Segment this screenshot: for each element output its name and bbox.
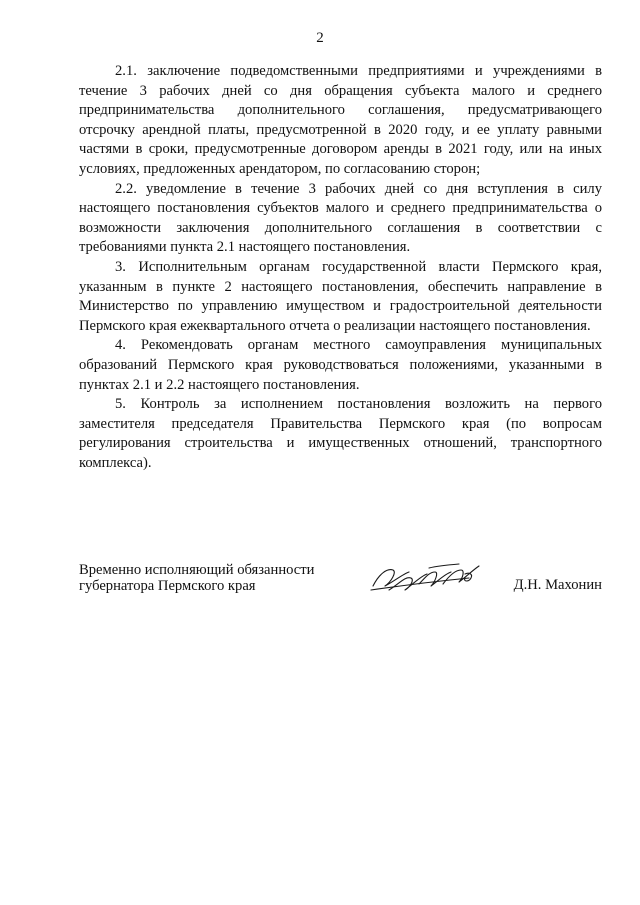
signatory-role-line-1: Временно исполняющий обязанности [79, 562, 315, 578]
handwritten-signature-icon [369, 560, 484, 596]
signatory-role-line-2: губернатора Пермского края [79, 578, 256, 594]
signatory-role [79, 562, 314, 594]
paragraph-3: 3. Исполнительным органам государственной власти Пермского края, указанным в пункте 2 настоящего постановления, обеспечить направление в Министерство по управлению имуществом и градостроительной деятельности Пермского края ежеквартального отчета о реализации настоящего постановления. [79, 258, 602, 334]
paragraph-4: 4. Рекомендовать органам местного самоуправления муниципальных образований Пермского края руководствоваться положениями, указанными в пунктах 2.1 и 2.2 настоящего постановления. [79, 337, 602, 393]
signature-block [79, 562, 602, 612]
signatory-name: Д.Н. Махонин [513, 577, 602, 593]
paragraph-2-2: 2.2. уведомление в течение 3 рабочих дней со дня вступления в силу настоящего постановления субъектов малого и среднего предпринимательства о возможности заключения дополнительного соглашения в соответствии с требованиями пункта 2.1 настоящего постановления. [79, 180, 602, 256]
paragraph-5: 5. Контроль за исполнением постановления возложить на первого заместителя председателя Правительства Пермского края (по вопросам регулирования строительства и имущественных отношений, транспортного комплекса). [79, 396, 602, 471]
document-body [79, 62, 602, 473]
paragraph-2-1: 2.1. заключение подведомственными предприятиями и учреждениями в течение 3 рабочих дней со дня обращения субъекта малого и среднего предпринимательства дополнительного соглашения, предусматривающего отсрочку арендной платы, предусмотренной в 2020 году, и ее уплату равными частями в сроки, предусмотренные договором аренды в 2021 году, или на иных условиях, предложенных арендатором, по согласованию сторон; [79, 63, 602, 177]
page-number: 2 [316, 30, 324, 46]
